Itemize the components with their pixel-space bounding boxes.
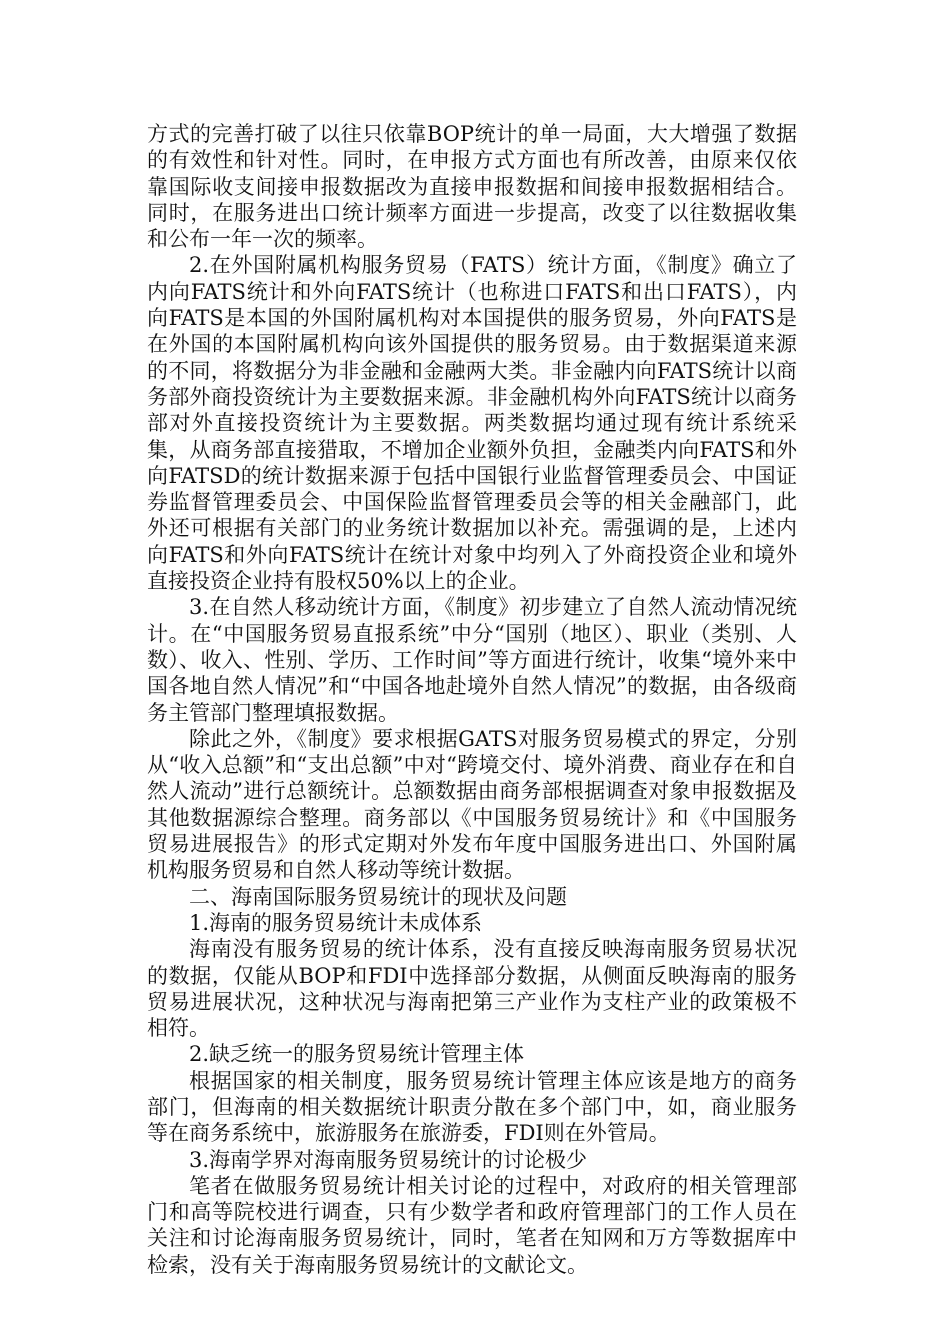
section-heading: 二、海南国际服务贸易统计的现状及问题 bbox=[189, 884, 567, 909]
paragraph: 方式的完善打破了以往只依靠BOP统计的单一局面，大大增强了数据的有效性和针对性。同时，在申报方式方面也有所改善，由原来仅依靠国际收支间接申报数据改为直接申报数据和间接申报数据相结合。同时，在服务进出口统计频率方面进一步提高，改变了以往数据收集和公布一年一次的频率。 bbox=[147, 122, 797, 252]
subheading-3: 3.海南学界对海南服务贸易统计的讨论极少 bbox=[189, 1147, 588, 1172]
subheading-2: 2.缺乏统一的服务贸易统计管理主体 bbox=[189, 1042, 525, 1067]
subheading-1: 1.海南的服务贸易统计未成体系 bbox=[189, 910, 483, 935]
paragraph-gats-totals: 除此之外，《制度》要求根据GATS对服务贸易模式的界定，分别从“收入总额”和“支出总额”中对“跨境交付、境外消费、商业存在和自然人流动”进行总额统计。总额数据由商务部根据调查对象申报数据及其他数据源综合整理。商务部以《中国服务贸易统计》和《中国服务贸易进展报告》的形式定期对外发布年度中国服务进出口、外国附属机构服务贸易和自然人移动等统计数据。 bbox=[147, 726, 797, 883]
paragraph-fats: 2.在外国附属机构服务贸易（FATS）统计方面，《制度》确立了内向FATS统计和外向FATS统计（也称进口FATS和出口FATS），内向FATS是本国的外国附属机构对本国提供的服务贸易，外向FATS是在外国的本国附属机构向该外国提供的服务贸易。由于数据渠道来源的不同，将数据分为非金融和金融两大类。非金融内向FATS统计以商务部外商投资统计为主要数据来源。非金融机构外向FATS统计以商务部对外直接投资统计为主要数据。两类数据均通过现有统计系统采集，从商务部直接猎取，不增加企业额外负担，金融类内向FATS和外向FATSD的统计数据来源于包括中国银行业监督管理委员会、中国证券监督管理委员会、中国保险监督管理委员会等的相关金融部门，此外还可根据有关部门的业务统计数据加以补充。需强调的是，上述内向FATS和外向FATS统计在统计对象中均列入了外商投资企业和境外直接投资企业持有股权50%以上的企业。 bbox=[147, 253, 797, 594]
paragraph: 海南没有服务贸易的统计体系，没有直接反映海南服务贸易状况的数据，仅能从BOP和FDI中选择部分数据，从侧面反映海南的服务贸易进展状况，这种状况与海南把第三产业作为支柱产业的政策极不相符。 bbox=[147, 937, 797, 1041]
paragraph: 根据国家的相关制度，服务贸易统计管理主体应该是地方的商务部门，但海南的相关数据统计职责分散在多个部门中，如，商业服务等在商务系统中，旅游服务在旅游委，FDI则在外管局。 bbox=[147, 1068, 797, 1146]
paragraph: 笔者在做服务贸易统计相关讨论的过程中，对政府的相关管理部门和高等院校进行调查，只有少数学者和政府管理部门的工作人员在关注和讨论海南服务贸易统计，同时，笔者在知网和万方等数据库中检索，没有关于海南服务贸易统计的文献论文。 bbox=[147, 1173, 797, 1277]
paragraph-natural-person: 3.在自然人移动统计方面，《制度》初步建立了自然人流动情况统计。在“中国服务贸易直报系统”中分“国别（地区）、职业（类别、人数）、收入、性别、学历、工作时间”等方面进行统计，收集“境外来中国各地自然人情况”和“中国各地赴境外自然人情况”的数据，由各级商务主管部门整理填报数据。 bbox=[147, 595, 797, 725]
document-body bbox=[147, 121, 797, 1278]
